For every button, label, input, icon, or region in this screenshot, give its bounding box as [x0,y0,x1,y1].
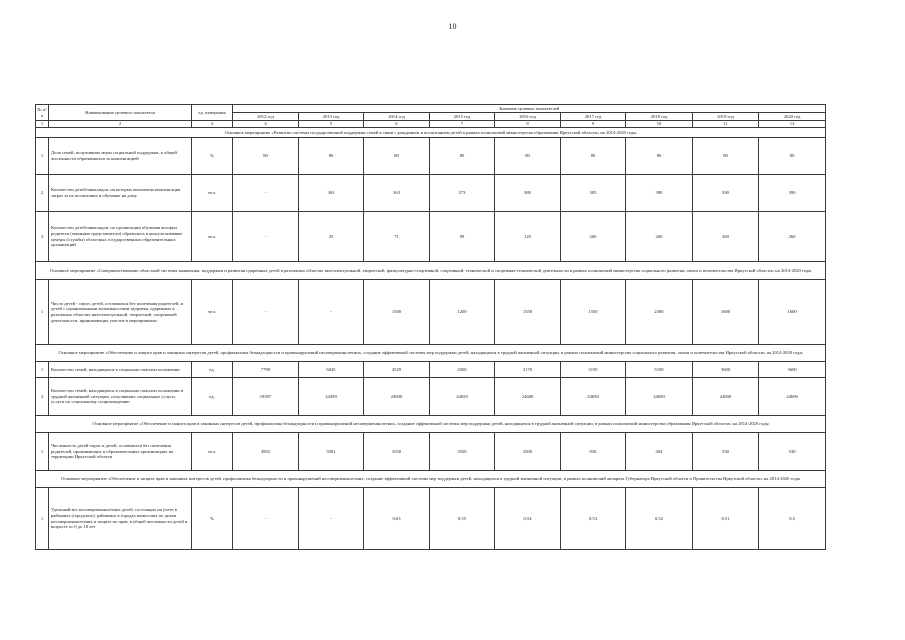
indicator-value: 380 [495,175,561,212]
indicator-value: 3150 [561,362,626,378]
section-header-row [36,416,826,433]
column-number: 11 [693,121,759,128]
indicator-value: 385 [561,175,626,212]
section-title: Основное мероприятие «Развитие системы государственной поддержки семей в связи с рождением и воспитанием детей в рамках полномочий министерства образования Иркутской области» на 2014-2020 годы [36,128,826,138]
indicator-name: Количество детей-инвалидов, по организации обучения которых родители (законные представители) обратились в консультативные центры (службы) областных государственных образовательных организаций [49,212,192,262]
indicator-value: 80 [759,138,826,175]
row-number: 1 [36,280,49,345]
unit-of-measure: чел. [192,212,233,262]
unit-of-measure: чел. [192,433,233,471]
indicator-value: 260 [759,212,826,262]
row-number: 1 [36,362,49,378]
indicator-value: 0,52 [626,488,693,550]
indicator-value: 4500 [430,362,495,378]
indicator-value: 71 [364,212,430,262]
indicator-value: - [233,488,299,550]
indicator-value: 373 [430,175,495,212]
indicator-value: 24600 [364,378,430,416]
table-body [36,105,826,550]
header-year: 2017 год [561,113,626,121]
section-title: Основное мероприятие «Совершенствование областной системы выявления, поддержки и развития одаренных детей в различных областях интеллектуальной, творческой, физкультурно-спортивной, спортивной, технической и спортивно-технической деятельности в рамках полномочий министерства социального развития, опеки и попечительства Иркутской области» на 2014-2020 годы [36,262,826,280]
indicator-value: - [233,280,299,345]
row-number: 2 [36,175,49,212]
indicator-name: Численность детей-сирот и детей, оставшихся без попечения родителей, проживающих в образовательных организациях на территории Иркутской области [49,433,192,471]
indicator-value: 24690 [626,378,693,416]
table-row [36,362,826,378]
indicator-value: 24650 [561,378,626,416]
indicator-value: 3600 [759,362,826,378]
indicator-value: 120 [495,212,561,262]
column-number: 7 [430,121,495,128]
indicator-value: 1550 [561,280,626,345]
indicator-value: 4529 [364,362,430,378]
indicator-name: Количество семей, находящихся в социально опасном положении [49,362,192,378]
column-number: 9 [561,121,626,128]
header-indicator-name: Наименование целевого показателя [49,105,192,121]
indicator-value: 3500 [495,433,561,471]
indicator-value: 930 [561,433,626,471]
header-row-1 [36,105,826,113]
indicator-value: 80 [561,138,626,175]
indicator-value: 200 [561,212,626,262]
indicator-value: 0,55 [430,488,495,550]
unit-of-measure: ед. [192,378,233,416]
row-number: 2 [36,378,49,416]
indicator-value: 80 [299,138,364,175]
indicator-name: Число детей - сирот, детей, оставшихся без попечения родителей, и детей с ограниченными возможностями здоровья, одаренных в различных областях интеллектуальной, творческой, спортивной деятельности, принимающих участие в мероприятиях [49,280,192,345]
row-number: 3 [36,212,49,262]
indicator-value: 24650 [430,378,495,416]
column-number: 4 [233,121,299,128]
indicator-value: 80 [495,138,561,175]
indicator-value: 1550 [495,280,561,345]
indicator-value: 390 [693,175,759,212]
indicator-value: 1200 [430,280,495,345]
indicator-value: 24499 [299,378,364,416]
indicator-value: 80 [364,138,430,175]
indicator-name: Доля семей, получивших меры социальной поддержки, к общей численности обратившихся за компенсацией [49,138,192,175]
header-year: 2012 год [233,113,299,121]
indicator-value: 80 [693,138,759,175]
target-indicators-table [35,104,826,550]
unit-of-measure: % [192,138,233,175]
indicator-value: 80 [430,138,495,175]
unit-of-measure: чел. [192,175,233,212]
indicator-value: 390 [759,175,826,212]
column-number: 10 [626,121,693,128]
header-year: 2015 год [430,113,495,121]
indicator-name: Количество детей-инвалидов, на которых выплачена компенсация затрат за их воспитание и обучение на дому [49,175,192,212]
indicator-value: 1600 [693,280,759,345]
section-title: Основное мероприятие «Обеспечение и защита прав и законных интересов детей, профилактика безнадзорности и правонарушений несовершеннолетних, создание эффективной системы мер поддержки детей, находящихся в трудной жизненной ситуации, в рамках полномочий аппарата Губернатора Иркутской области и Правительства Иркутской области» на 2014-2020 годы [36,471,826,488]
indicator-value: 0,51 [693,488,759,550]
header-unit: ед. измерения [192,105,233,121]
table-row [36,138,826,175]
indicator-value: 6045 [299,362,364,378]
header-year: 2018 год [626,113,693,121]
header-row-column-numbers [36,121,826,128]
indicator-value: 3520 [430,433,495,471]
section-title: Основное мероприятие «Обеспечение и защита прав и законных интересов детей, профилактика безнадзорности и правонарушений несовершеннолетних, создание эффективной системы мер поддержки детей, находящихся в трудной жизненной ситуации, в рамках полномочий министерства социального развития, опеки и попечительства Иркутской области» на 2014-2020 годы [36,345,826,362]
column-number: 1 [36,121,49,128]
indicator-value: 19397 [233,378,299,416]
indicator-value: - [299,488,364,550]
indicator-value: - [299,280,364,345]
indicator-value: 24690 [693,378,759,416]
header-values-title: Значение целевых показателей [233,105,826,113]
table-row [36,433,826,471]
indicator-value: 2300 [626,280,693,345]
column-number: 3 [192,121,233,128]
indicator-value: 0,54 [495,488,561,550]
indicator-value: 99 [430,212,495,262]
indicator-value: 7799 [233,362,299,378]
column-number: 12 [759,121,826,128]
table-row [36,212,826,262]
indicator-value: 35 [299,212,364,262]
indicator-value: 80 [233,138,299,175]
indicator-value: 80 [626,138,693,175]
section-title: Основное мероприятие «Обеспечение и защита прав и законных интересов детей, профилактика безнадзорности и правонарушений несовершеннолетних, создание эффективной системы мер поддержки детей, находящихся в трудной жизненной ситуации, в рамках полномочий министерства образования Иркутской области» на 2014-2020 годы [36,416,826,433]
indicator-value: 260 [693,212,759,262]
header-year: 2013 год [299,113,364,121]
indicator-value: 1500 [364,280,430,345]
indicator-value: 3170 [495,362,561,378]
indicator-value: 363 [364,175,430,212]
table-row [36,280,826,345]
column-number: 8 [495,121,561,128]
indicator-value: 3600 [693,362,759,378]
section-header-row [36,345,826,362]
indicator-name: Количество семей, находящихся в социально опасном положении и трудной жизненной ситуации, получивших социальные услуги, услуги по социальному сопровождению [49,378,192,416]
unit-of-measure: чел. [192,280,233,345]
table-row [36,175,826,212]
row-number: 1 [36,433,49,471]
header-number: № п/п [36,105,49,121]
unit-of-measure: % [192,488,233,550]
indicator-value: 3550 [364,433,430,471]
table-row [36,378,826,416]
indicator-value: 1600 [759,280,826,345]
indicator-value: 363 [299,175,364,212]
indicator-value: 5100 [626,362,693,378]
section-header-row [36,262,826,280]
indicator-value: 530 [693,433,759,471]
indicator-value: 390 [626,175,693,212]
indicator-value: 530 [759,433,826,471]
indicator-value: 0,5 [759,488,826,550]
indicator-value: 3852 [233,433,299,471]
row-number: 1 [36,138,49,175]
column-number: 5 [299,121,364,128]
header-year: 2019 год [693,113,759,121]
indicator-value: - [233,175,299,212]
indicator-value: 0,53 [561,488,626,550]
indicator-value: - [233,212,299,262]
indicator-value: 0,63 [364,488,430,550]
indicator-value: 24680 [495,378,561,416]
header-year: 2016 год [495,113,561,121]
section-header-row [36,471,826,488]
header-year: 2014 год [364,113,430,121]
indicator-name: Удельный вес несовершеннолетних детей, состоящих на учете в районных (городских), районных в городах комиссиях по делам несовершеннолетних и защите их прав, в общей численности детей в возрасте от 0 до 18 лет [49,488,192,550]
indicator-value: 494 [626,433,693,471]
column-number: 6 [364,121,430,128]
indicator-value: 260 [626,212,693,262]
indicator-value: 3581 [299,433,364,471]
indicator-value: 24690 [759,378,826,416]
section-header-row [36,128,826,138]
header-year: 2020 год [759,113,826,121]
table-row [36,488,826,550]
unit-of-measure: ед. [192,362,233,378]
page-number: 10 [448,22,457,31]
row-number: 1 [36,488,49,550]
column-number: 2 [49,121,192,128]
